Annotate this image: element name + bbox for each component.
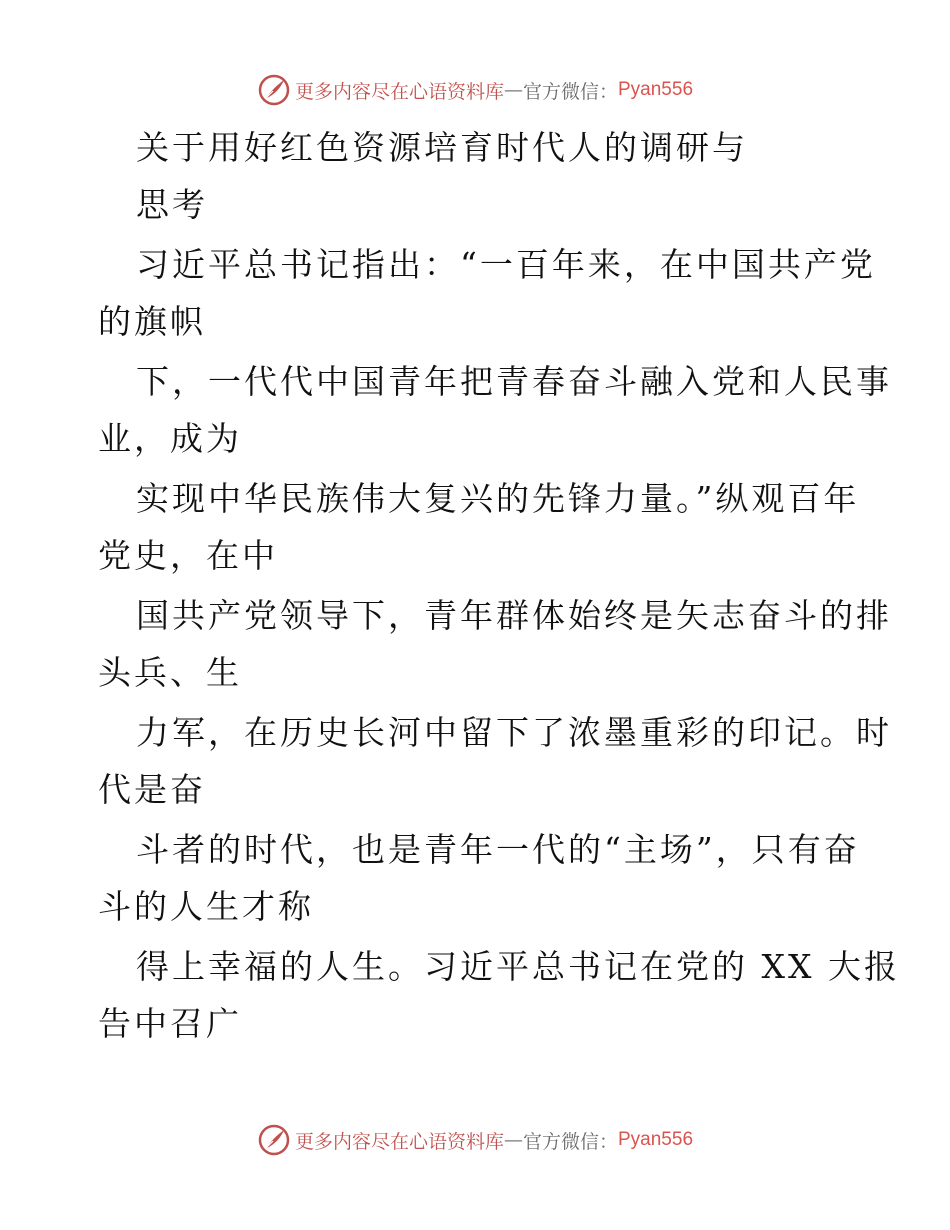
watermark-wechat-id: Pyan556 bbox=[618, 79, 694, 100]
doc-line: 头兵、生 bbox=[98, 653, 242, 692]
header-watermark bbox=[0, 70, 950, 110]
doc-line: 斗的人生才称 bbox=[98, 887, 314, 926]
doc-title-line-2: 思考 bbox=[136, 185, 208, 224]
watermark-site-text: 更多内容尽在心语资料库 bbox=[294, 1130, 504, 1153]
doc-line: 得上幸福的人生。习近平总书记在党的 XX 大报 bbox=[136, 947, 900, 986]
doc-line: 国共产党领导下，青年群体始终是矢志奋斗的排 bbox=[136, 596, 892, 635]
watermark-wechat-id: Pyan556 bbox=[618, 1129, 694, 1150]
doc-line: 实现中华民族伟大复兴的先锋力量。”纵观百年 bbox=[136, 479, 860, 518]
doc-line: 代是奋 bbox=[98, 770, 206, 809]
watermark-site-text: 更多内容尽在心语资料库 bbox=[294, 80, 504, 103]
doc-line: 的旗帜 bbox=[98, 302, 206, 341]
footer-watermark bbox=[0, 1120, 950, 1160]
feather-pen-logo-icon bbox=[257, 73, 291, 107]
doc-line: 告中召广 bbox=[98, 1004, 242, 1043]
doc-line: 斗者的时代，也是青年一代的“主场”，只有奋 bbox=[136, 830, 860, 869]
watermark-separator: — bbox=[503, 1129, 523, 1151]
doc-title-line-1: 关于用好红色资源培育时代人的调研与 bbox=[136, 128, 748, 167]
doc-line: 业，成为 bbox=[98, 419, 242, 458]
doc-line: 力军，在历史长河中留下了浓墨重彩的印记。时 bbox=[136, 713, 892, 752]
feather-pen-logo-icon bbox=[257, 1123, 291, 1157]
doc-line: 习近平总书记指出：“一百年来，在中国共产党 bbox=[136, 245, 876, 284]
doc-line: 党史，在中 bbox=[98, 536, 278, 575]
watermark-wechat-label: 官方微信： bbox=[522, 1130, 618, 1153]
watermark-separator: — bbox=[503, 79, 523, 101]
doc-line: 下，一代代中国青年把青春奋斗融入党和人民事 bbox=[136, 362, 892, 401]
watermark-wechat-label: 官方微信： bbox=[522, 80, 618, 103]
